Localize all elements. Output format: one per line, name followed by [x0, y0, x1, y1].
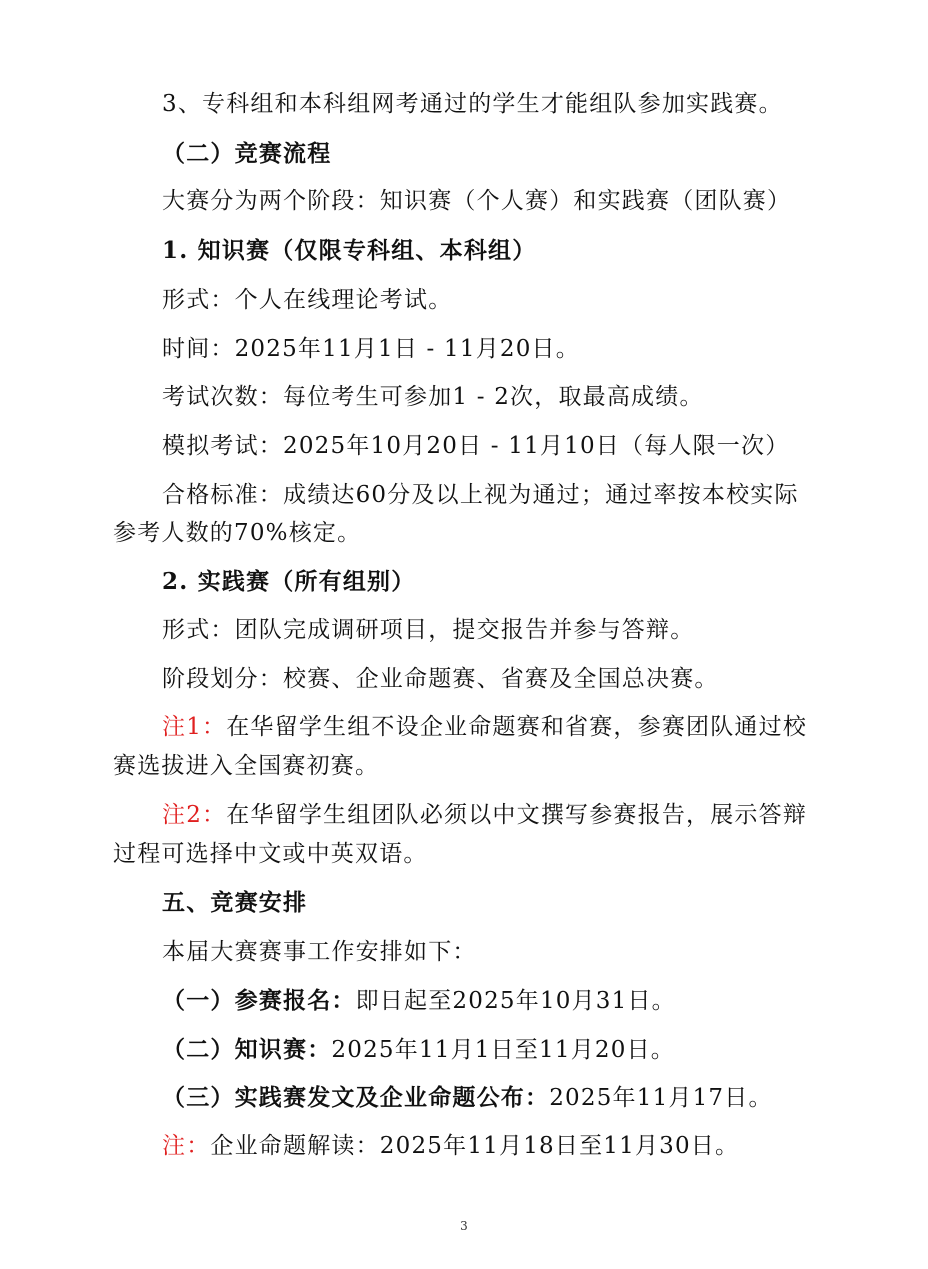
- section-heading-competition-schedule: [0, 887, 928, 919]
- note-label: 注：: [162, 1133, 211, 1159]
- note-label: 注2：: [162, 802, 227, 828]
- note-text: 在华留学生组不设企业命题赛和省赛，参赛团队通过校: [226, 714, 808, 740]
- paragraph-text: 本届大赛赛事工作安排如下：: [162, 939, 477, 965]
- section-heading-competition-process: [0, 138, 928, 170]
- paragraph-knowledge-time: [0, 333, 928, 365]
- schedule-item-registration: [0, 985, 928, 1017]
- schedule-item-label: （三）实践赛发文及企业命题公布：: [162, 1084, 550, 1111]
- page-number: 3: [460, 1219, 468, 1233]
- note-2-continued: [0, 838, 928, 870]
- schedule-item-label: （一）参赛报名：: [162, 987, 356, 1014]
- paragraph-text: 时间：2025年11月1日 - 11月20日。: [162, 336, 580, 362]
- note-text: 赛选拔进入全国赛初赛。: [113, 753, 380, 779]
- heading-text: 五、竞赛安排: [162, 889, 308, 916]
- paragraph-practice-form: [0, 614, 928, 646]
- paragraph-text: 考试次数：每位考生可参加1 - 2次，取最高成绩。: [162, 384, 704, 410]
- paragraph-requirement-3: [0, 88, 928, 120]
- note-text: 企业命题解读：2025年11月18日至11月30日。: [210, 1133, 740, 1159]
- schedule-item-knowledge-contest: [0, 1034, 928, 1066]
- paragraph-text: 参考人数的70%核定。: [113, 520, 362, 546]
- heading-text: 2. 实践赛（所有组别）: [162, 568, 416, 595]
- subheading-practice-contest: [0, 566, 928, 598]
- note-2: [0, 799, 928, 831]
- note-text: 过程可选择中文或中英双语。: [113, 841, 428, 867]
- paragraph-text: 3、专科组和本科组网考通过的学生才能组队参加实践赛。: [162, 91, 783, 117]
- note-1-continued: [0, 750, 928, 782]
- heading-text: 1. 知识赛（仅限专科组、本科组）: [162, 237, 537, 264]
- paragraph-schedule-intro: [0, 936, 928, 968]
- note-label: 注1：: [162, 714, 227, 740]
- note-topic-interpretation: [0, 1130, 928, 1162]
- schedule-item-practice-release: [0, 1082, 928, 1114]
- paragraph-mock-exam: [0, 430, 928, 462]
- paragraph-text: 形式：团队完成调研项目，提交报告并参与答辩。: [162, 617, 695, 643]
- paragraph-pass-standard-continued: [0, 517, 928, 549]
- note-1: [0, 711, 928, 743]
- note-text: 在华留学生组团队必须以中文撰写参赛报告，展示答辩: [226, 802, 808, 828]
- schedule-item-label: （二）知识赛：: [162, 1036, 332, 1063]
- paragraph-text: 合格标准：成绩达60分及以上视为通过；通过率按本校实际: [162, 482, 799, 508]
- heading-text: （二）竞赛流程: [162, 140, 332, 167]
- paragraph-text: 形式：个人在线理论考试。: [162, 287, 453, 313]
- paragraph-stages-intro: [0, 185, 928, 217]
- paragraph-text: 阶段划分：校赛、企业命题赛、省赛及全国总决赛。: [162, 666, 719, 692]
- paragraph-text: 大赛分为两个阶段：知识赛（个人赛）和实践赛（团队赛）: [162, 188, 792, 214]
- paragraph-text: 模拟考试：2025年10月20日 - 11月10日（每人限一次）: [162, 433, 790, 459]
- paragraph-exam-attempts: [0, 381, 928, 413]
- subheading-knowledge-contest: [0, 235, 928, 267]
- paragraph-stage-division: [0, 663, 928, 695]
- schedule-item-text: 即日起至2025年10月31日。: [355, 988, 676, 1014]
- paragraph-pass-standard: [0, 479, 928, 511]
- schedule-item-text: 2025年11月17日。: [549, 1085, 773, 1111]
- paragraph-knowledge-form: [0, 284, 928, 316]
- schedule-item-text: 2025年11月1日至11月20日。: [331, 1037, 675, 1063]
